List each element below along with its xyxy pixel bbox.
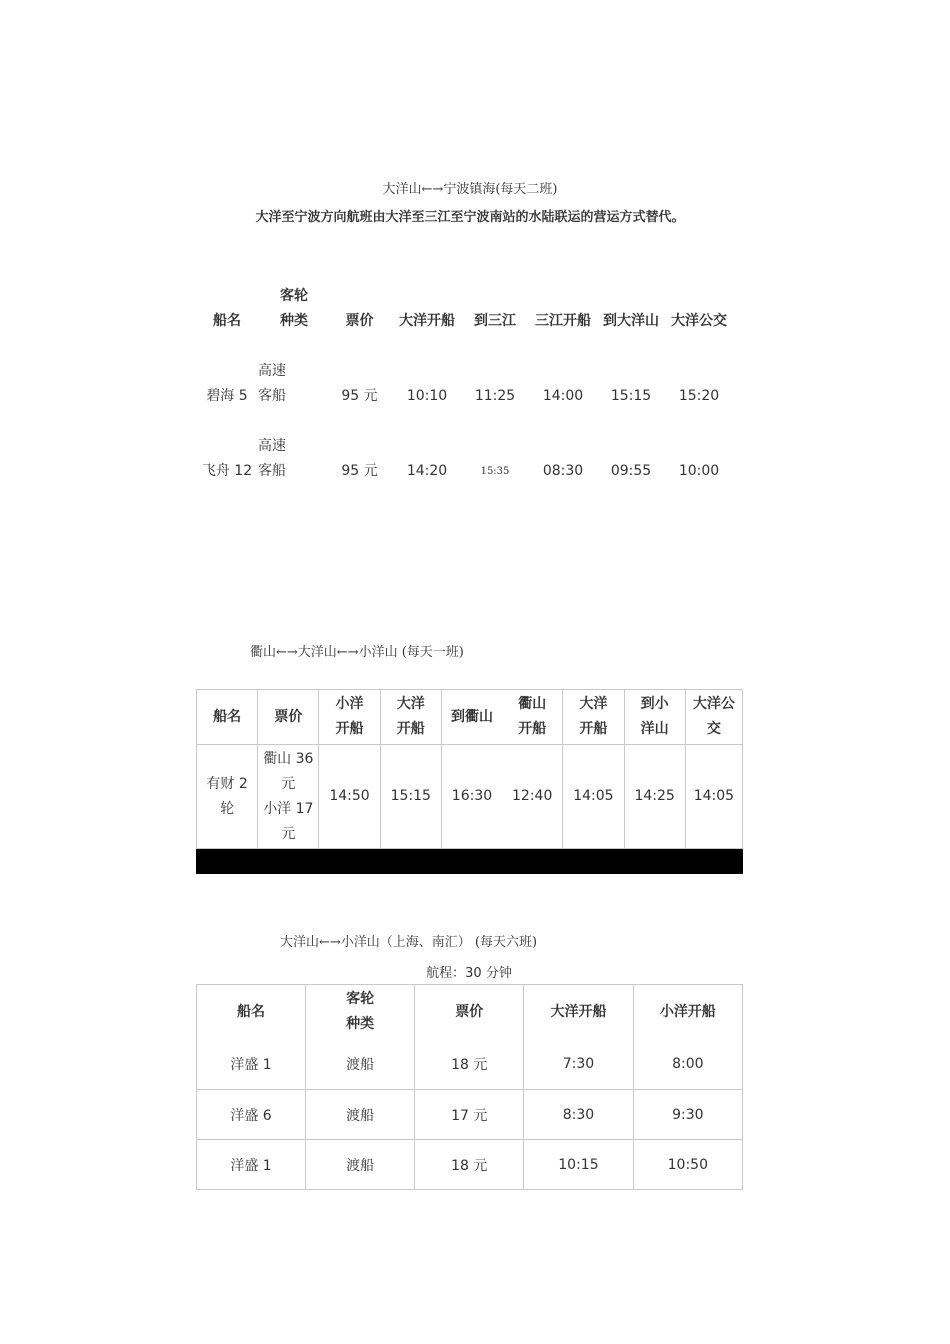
price-cell: 95 元 xyxy=(341,388,378,404)
time-cell: 14:00 xyxy=(542,388,584,404)
black-bar xyxy=(196,849,743,874)
ship-type-cell: 渡船 xyxy=(306,1090,415,1140)
section1-note: 大洋至宁波方向航班由大洋至三江至宁波南站的水陆联运的营运方式替代。 xyxy=(255,210,685,225)
price-cell: 衢山 36 元 小洋 17 元 xyxy=(258,745,319,849)
ship-name-cell: 有财 2 轮 xyxy=(197,745,258,849)
header-cell: 到三江 xyxy=(474,313,516,329)
time-cell: 7:30 xyxy=(524,1039,633,1090)
table-row xyxy=(197,1140,743,1190)
table-row xyxy=(197,1039,743,1090)
time-cell: 12:40 xyxy=(502,745,563,849)
time-cell: 10:00 xyxy=(678,463,720,479)
header-cell: 大洋 开船 xyxy=(563,690,624,745)
section1-title: 大洋山←→宁波镇海(每天二班) xyxy=(382,182,558,197)
header-cell: 衢山 开船 xyxy=(502,690,563,745)
ship-type-cell: 高速 客船 xyxy=(258,438,286,479)
schedule-table-xiaoyang xyxy=(196,984,743,1190)
time-cell: 16:30 xyxy=(441,745,502,849)
time-cell: 15:15 xyxy=(610,388,652,404)
time-cell: 09:55 xyxy=(610,463,652,479)
time-cell: 8:00 xyxy=(633,1039,742,1090)
time-cell: 14:05 xyxy=(563,745,624,849)
time-cell: 14:20 xyxy=(406,463,448,479)
ship-type-cell: 渡船 xyxy=(306,1039,415,1090)
time-cell: 10:10 xyxy=(406,388,448,404)
time-cell: 10:50 xyxy=(633,1140,742,1190)
schedule-table-ningbo xyxy=(198,276,739,484)
time-cell: 14:25 xyxy=(624,745,685,849)
table-header-row xyxy=(197,690,743,745)
price-cell: 17 元 xyxy=(415,1090,524,1140)
time-cell: 11:25 xyxy=(474,388,516,404)
header-cell: 票价 xyxy=(415,985,524,1040)
table-header-row xyxy=(197,985,743,1040)
header-cell: 大洋开船 xyxy=(399,313,455,329)
price-cell: 18 元 xyxy=(415,1039,524,1090)
header-cell: 到大洋山 xyxy=(603,313,659,329)
ship-name-cell: 洋盛 6 xyxy=(197,1090,306,1140)
time-cell: 9:30 xyxy=(633,1090,742,1140)
schedule-table-qushan xyxy=(196,689,743,849)
header-cell: 客轮 种类 xyxy=(280,288,308,329)
table-header-row xyxy=(198,276,739,334)
section3-subtitle: 航程：30 分钟 xyxy=(426,966,512,981)
time-cell: 10:15 xyxy=(524,1140,633,1190)
header-cell: 到衢山 xyxy=(441,690,502,745)
price-cell: 95 元 xyxy=(341,463,378,479)
section3-title: 大洋山←→小洋山（上海、南汇） (每天六班) xyxy=(280,935,538,950)
ship-type-cell: 高速 客船 xyxy=(258,363,286,404)
table-row xyxy=(197,1090,743,1140)
time-cell: 14:05 xyxy=(685,745,742,849)
header-cell: 船名 xyxy=(197,690,258,745)
header-cell: 船名 xyxy=(197,985,306,1040)
header-cell: 大洋 开船 xyxy=(380,690,441,745)
price-cell: 18 元 xyxy=(415,1140,524,1190)
header-cell: 客轮 种类 xyxy=(306,985,415,1040)
header-cell: 票价 xyxy=(345,313,374,329)
table-row xyxy=(197,745,743,849)
ship-name-cell: 洋盛 1 xyxy=(197,1140,306,1190)
header-cell: 大洋开船 xyxy=(524,985,633,1040)
header-cell: 小洋开船 xyxy=(633,985,742,1040)
ship-name-cell: 碧海 5 xyxy=(206,388,248,404)
header-cell: 船名 xyxy=(213,313,241,329)
header-cell: 三江开船 xyxy=(535,313,591,329)
header-cell: 小洋 开船 xyxy=(319,690,380,745)
time-cell: 15:20 xyxy=(678,388,720,404)
header-cell: 票价 xyxy=(258,690,319,745)
ship-type-cell: 渡船 xyxy=(306,1140,415,1190)
header-cell: 大洋公 交 xyxy=(685,690,742,745)
table-row xyxy=(198,359,739,409)
section2-title: 衢山←→大洋山←→小洋山 (每天一班) xyxy=(250,645,464,660)
time-cell: 08:30 xyxy=(542,463,584,479)
ship-name-cell: 洋盛 1 xyxy=(197,1039,306,1090)
ship-name-cell: 飞舟 12 xyxy=(201,463,253,479)
time-cell: 14:50 xyxy=(319,745,380,849)
time-cell: 8:30 xyxy=(524,1090,633,1140)
time-cell: 15:15 xyxy=(380,745,441,849)
header-cell: 大洋公交 xyxy=(671,313,727,329)
time-cell: 15:35 xyxy=(480,466,510,477)
table-row xyxy=(198,434,739,484)
header-cell: 到小 洋山 xyxy=(624,690,685,745)
